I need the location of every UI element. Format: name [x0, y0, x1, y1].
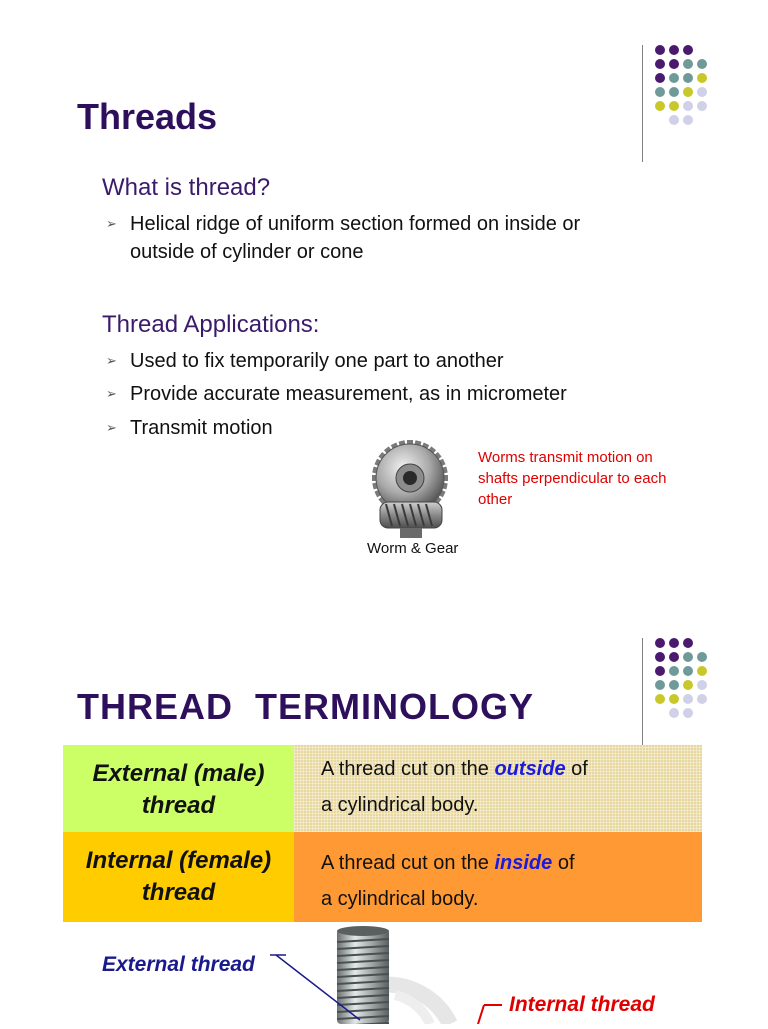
image-caption: Worm & Gear — [367, 540, 459, 557]
slide-title: THREAD TERMINOLOGY — [77, 686, 534, 727]
decorative-dot — [669, 115, 679, 125]
table-row-external — [63, 745, 702, 835]
definition-text: of — [565, 758, 588, 780]
label-internal-thread: Internal thread — [509, 993, 655, 1016]
term-line: External (male) — [92, 760, 265, 787]
bullet-marker-icon: ➢ — [106, 386, 117, 401]
decorative-dot — [655, 59, 665, 69]
worm-note — [478, 447, 718, 510]
bullet-text: Used to fix temporarily one part to another — [130, 350, 504, 372]
slide-thread-terminology — [0, 590, 768, 1024]
term-cell — [63, 745, 294, 835]
decorative-dot — [697, 59, 707, 69]
decorative-dot — [697, 73, 707, 83]
decorative-dot — [697, 87, 707, 97]
decorative-divider — [642, 45, 643, 162]
decorative-dot — [669, 680, 679, 690]
term-label — [92, 758, 264, 822]
decorative-dot — [697, 694, 707, 704]
definition-text: of — [552, 852, 575, 874]
note-line: shafts perpendicular to each — [478, 470, 667, 487]
term-line: Internal (female) — [85, 847, 272, 874]
decorative-dot — [683, 666, 693, 676]
decorative-dot — [655, 73, 665, 83]
definition-text: A thread cut on the — [321, 758, 495, 780]
table-row-internal — [63, 832, 702, 922]
term-label — [86, 845, 271, 909]
decorative-dot — [697, 101, 707, 111]
definition-cell — [294, 745, 702, 835]
decorative-dot — [655, 638, 665, 648]
definition-line: a cylindrical body. — [321, 888, 479, 910]
term-cell — [63, 832, 294, 922]
decorative-dot-grid — [655, 45, 715, 145]
decorative-dot — [669, 87, 679, 97]
decorative-dot — [669, 73, 679, 83]
bullet-text: Transmit motion — [130, 417, 273, 439]
term-line: thread — [141, 879, 216, 906]
definition-text: A thread cut on the — [321, 852, 495, 874]
bullet-marker-icon: ➢ — [106, 353, 117, 368]
bullet-marker-icon: ➢ — [106, 216, 117, 231]
section-heading-what-is-thread: What is thread? — [102, 174, 271, 201]
slide-title: Threads — [77, 96, 218, 137]
decorative-dot — [697, 666, 707, 676]
section-heading-applications: Thread Applications: — [102, 311, 320, 338]
decorative-dot — [683, 680, 693, 690]
worm-gear-image — [370, 430, 450, 540]
decorative-dot — [655, 101, 665, 111]
decorative-dot — [655, 87, 665, 97]
note-line: other — [478, 491, 513, 508]
decorative-dot — [697, 680, 707, 690]
bullet-marker-icon: ➢ — [106, 420, 117, 435]
decorative-dot — [669, 101, 679, 111]
bullet-text: outside of cylinder or cone — [130, 241, 364, 263]
decorative-dot — [697, 652, 707, 662]
definition-keyword: inside — [494, 852, 553, 874]
definition-keyword: outside — [494, 758, 566, 780]
decorative-dot — [683, 708, 693, 718]
label-external-thread: External thread — [102, 953, 255, 976]
bullet-text: Provide accurate measurement, as in micrometer — [130, 383, 567, 405]
decorative-dot — [683, 694, 693, 704]
decorative-dot — [683, 59, 693, 69]
decorative-dot — [669, 708, 679, 718]
decorative-dot — [683, 101, 693, 111]
decorative-dot — [669, 59, 679, 69]
decorative-dot — [669, 694, 679, 704]
definition-line — [321, 758, 588, 781]
decorative-dot — [683, 45, 693, 55]
decorative-dot — [669, 652, 679, 662]
decorative-dot — [669, 45, 679, 55]
decorative-dot — [655, 652, 665, 662]
decorative-dot — [655, 680, 665, 690]
decorative-dot — [683, 115, 693, 125]
decorative-dot — [683, 652, 693, 662]
term-line: thread — [141, 792, 216, 819]
decorative-dot — [655, 694, 665, 704]
decorative-dot — [683, 638, 693, 648]
decorative-dot — [683, 73, 693, 83]
decorative-dot — [655, 45, 665, 55]
decorative-dot — [669, 638, 679, 648]
definition-cell — [294, 832, 702, 922]
definition-line — [321, 852, 575, 875]
decorative-dot — [655, 666, 665, 676]
bullet-text: Helical ridge of uniform section formed on inside or — [130, 213, 581, 235]
note-line: Worms transmit motion on — [478, 449, 653, 466]
decorative-dot — [683, 87, 693, 97]
decorative-divider — [642, 638, 643, 755]
definition-line: a cylindrical body. — [321, 794, 479, 816]
decorative-dot — [669, 666, 679, 676]
decorative-dot-grid — [655, 638, 715, 738]
